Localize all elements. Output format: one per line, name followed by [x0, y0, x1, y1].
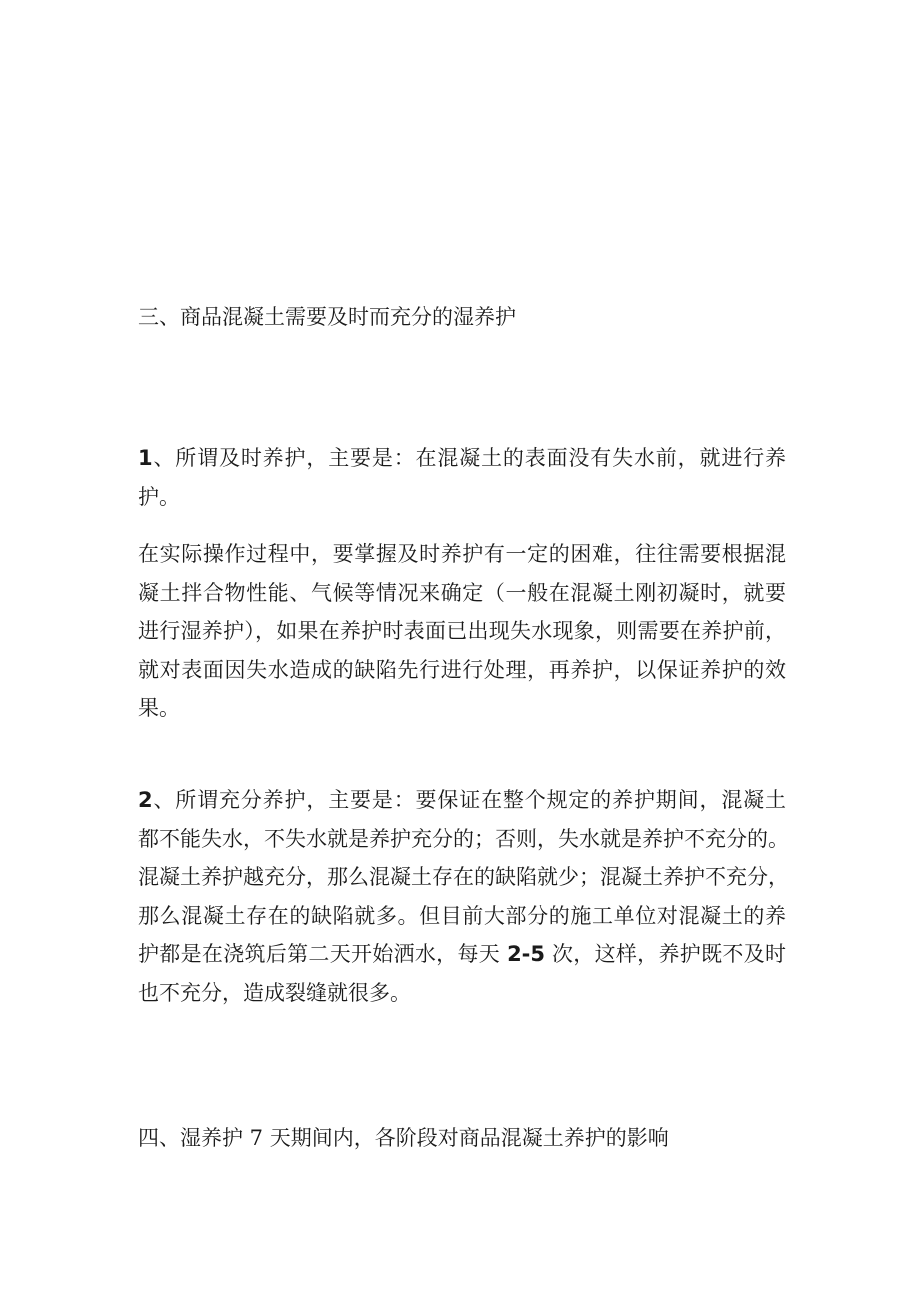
paragraph-1-line-1 [138, 439, 786, 478]
paragraph-2 [138, 535, 786, 728]
paragraph-3-line-5 [138, 935, 786, 974]
section-heading-4: 四、湿养护 7 天期间内，各阶段对商品混凝土养护的影响 [138, 1126, 669, 1150]
section-heading-3: 三、商品混凝土需要及时而充分的湿养护 [138, 305, 516, 329]
paragraph-2-line-4: 就对表面因失水造成的缺陷先行进行处理，再养护，以保证养护的效 [138, 657, 786, 682]
paragraph-3-line-2: 都不能失水，不失水就是养护充分的；否则，失水就是养护不充分的。 [138, 826, 789, 851]
paragraph-2-line-3: 进行湿养护），如果在养护时表面已出现失水现象，则需要在养护前， [138, 619, 786, 643]
paragraph-3-line-6: 也不充分，造成裂缝就很多。 [138, 980, 411, 1005]
paragraph-2-line-5: 果。 [138, 696, 180, 720]
list-number-2: 2 [138, 788, 153, 812]
paragraph-1-text-1: 、所谓及时养护，主要是：在混凝土的表面没有失水前，就进行养 [152, 446, 786, 470]
paragraph-2-line-2: 凝土拌合物性能、气候等情况来确定（一般在混凝土刚初凝时，就要 [138, 580, 786, 605]
paragraph-3-line-3: 混凝土养护越充分，那么混凝土存在的缺陷就少；混凝土养护不充分， [138, 865, 789, 889]
paragraph-3-line-4: 那么混凝土存在的缺陷就多。但目前大部分的施工单位对混凝土的养 [138, 903, 786, 928]
paragraph-3-line-1 [138, 781, 786, 820]
list-number-1: 1 [138, 446, 153, 470]
paragraph-1 [138, 439, 786, 516]
times-range: 2-5 [507, 942, 546, 966]
paragraph-3-text-1: 、所谓充分养护，主要是：要保证在整个规定的养护期间，混凝土 [152, 788, 786, 812]
paragraph-1-line-2: 护。 [138, 484, 180, 509]
paragraph-3-text-5b: 次，这样，养护既不及时 [545, 942, 786, 966]
paragraph-3 [138, 781, 789, 1012]
paragraph-3-text-5a: 护都是在浇筑后第二天开始洒水，每天 [138, 942, 508, 966]
paragraph-2-line-1: 在实际操作过程中，要掌握及时养护有一定的困难，往往需要根据混 [138, 542, 786, 566]
